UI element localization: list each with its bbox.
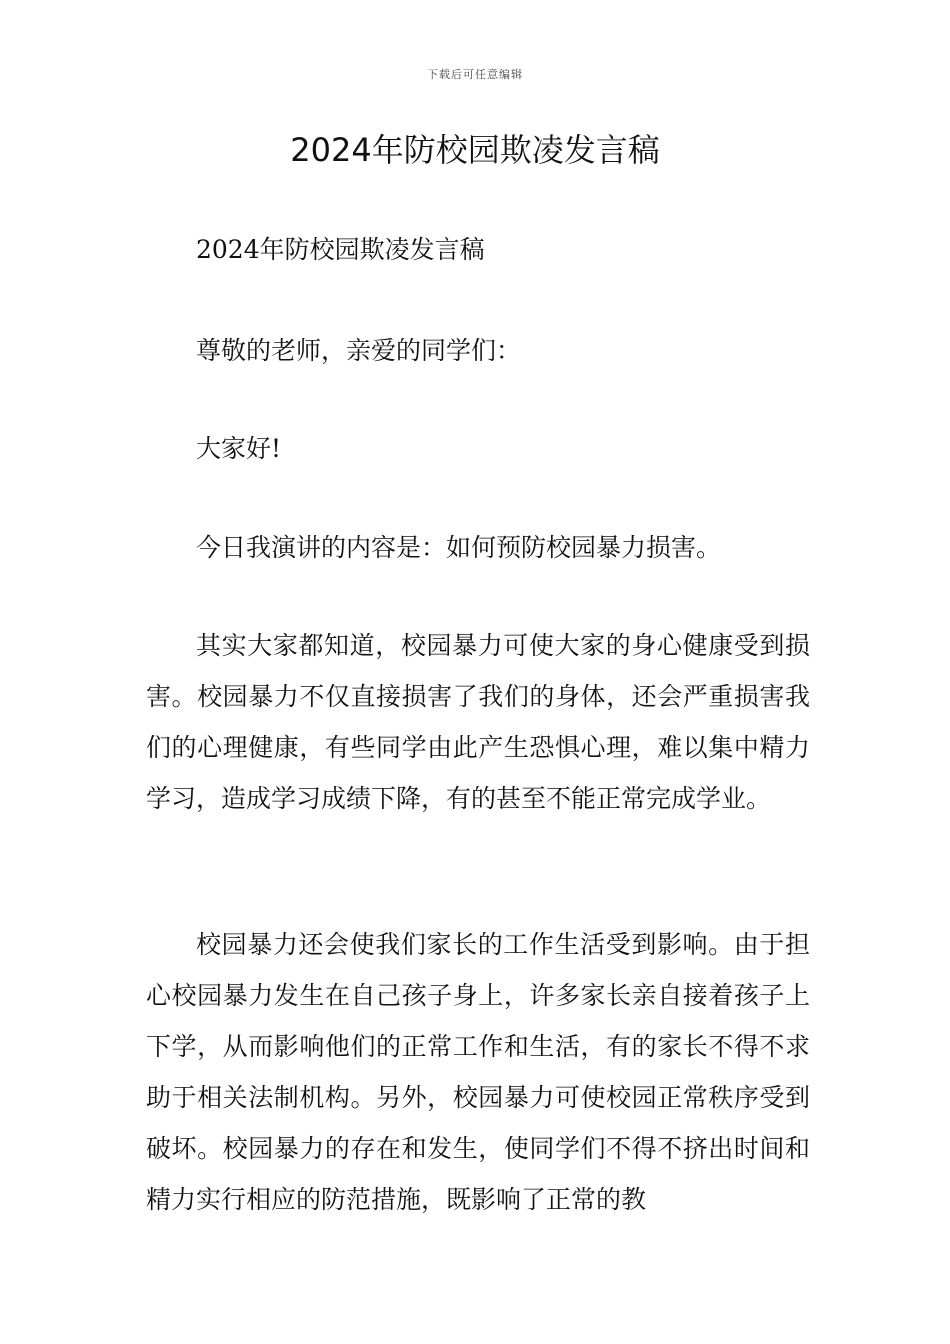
- salutation-line: 尊敬的老师，亲爱的同学们：: [196, 336, 522, 365]
- topic-line: 今日我演讲的内容是：如何预防校园暴力损害。: [196, 533, 722, 562]
- body-paragraph: 其实大家都知道，校园暴力可使大家的身心健康受到损害。校园暴力不仅直接损害了我们的身体，还会严重损害我们的心理健康，有些同学由此产生恐惧心理，难以集中精力学习，造成学习成绩下降，有的甚至不能正常完成学业。: [146, 631, 810, 813]
- document-subtitle: 2024年防校园欺凌发言稿: [196, 235, 485, 264]
- header-note: 下载后可任意编辑: [427, 68, 523, 81]
- greeting-line: 大家好!: [196, 434, 282, 463]
- body-paragraph: 校园暴力还会使我们家长的工作生活受到影响。由于担心校园暴力发生在自己孩子身上，许多家长亲自接着孩子上下学，从而影响他们的正常工作和生活，有的家长不得不求助于相关法制机构。另外，校园暴力可使校园正常秩序受到破坏。校园暴力的存在和发生，使同学们不得不挤出时间和精力实行相应的防范措施，既影响了正常的教: [146, 930, 810, 1214]
- document-title: 2024年防校园欺凌发言稿: [290, 131, 660, 169]
